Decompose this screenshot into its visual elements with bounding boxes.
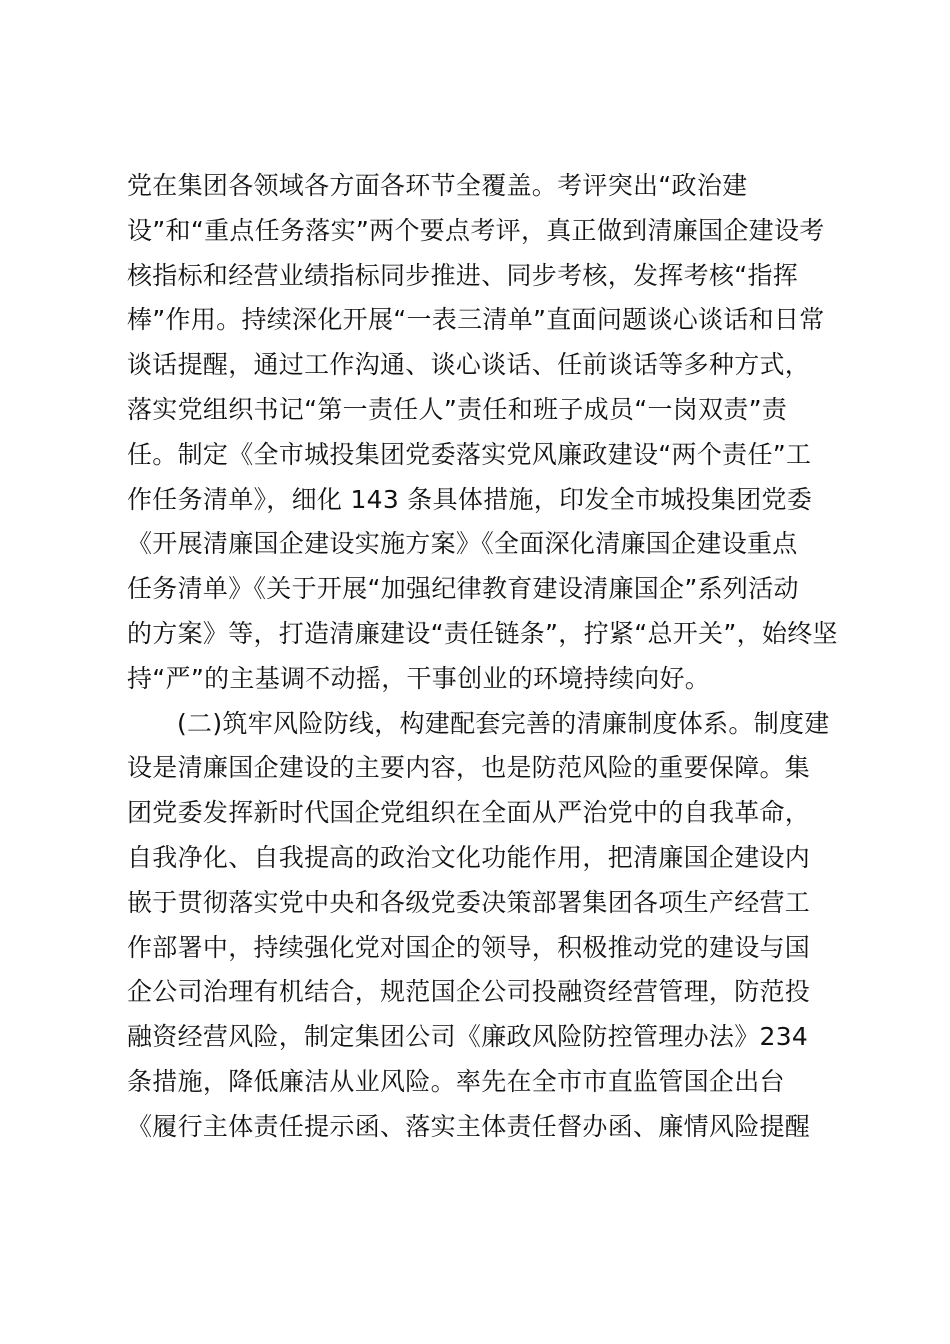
text-line: 党在集团各领域各方面各环节全覆盖。考评突出“政治建	[127, 171, 748, 200]
text-line: 作部署中，持续强化党对国企的领导，积极推动党的建设与国	[127, 932, 811, 962]
text-line: 融资经营风险，制定集团公司《廉政风险防控管理办法》234	[127, 1022, 809, 1052]
text-line: 嵌于贯彻落实党中央和各级党委决策部署集团各项生产经营工	[127, 887, 811, 917]
text-line: 持“严”的主基调不动摇，干事创业的环境持续向好。	[127, 663, 711, 693]
text-line: 设”和“重点任务落实”两个要点考评，真正做到清廉国企建设考	[127, 215, 825, 245]
text-line: 的方案》等，打造清廉建设“责任链条”，拧紧“总开关”，始终坚	[127, 618, 838, 648]
text-line: 自我净化、自我提高的政治文化功能作用，把清廉国企建设内	[127, 842, 811, 872]
text-line: 《履行主体责任提示函、落实主体责任督办函、廉情风险提醒	[127, 1111, 811, 1141]
text-line: 谈话提醒，通过工作沟通、谈心谈话、任前谈话等多种方式，	[127, 350, 811, 380]
body-text	[127, 164, 838, 1150]
text-line: 作任务清单》，细化 143 条具体措施，印发全市城投集团党委	[127, 484, 813, 514]
section-heading-line: (二)筑牢风险防线，构建配套完善的清廉制度体系。制度建	[177, 708, 830, 738]
text-line: 企公司治理有机结合，规范国企公司投融资经营管理，防范投	[127, 977, 811, 1007]
text-line: 团党委发挥新时代国企党组织在全面从严治党中的自我革命，	[127, 798, 811, 828]
text-line: 设是清廉国企建设的主要内容，也是防范风险的重要保障。集	[127, 753, 811, 783]
text-line: 棒”作用。持续深化开展“一表三清单”直面问题谈心谈话和日常	[127, 305, 825, 335]
text-line: 任务清单》《关于开展“加强纪律教育建设清廉国企”系列活动	[127, 574, 799, 604]
text-line: 条措施，降低廉洁从业风险。率先在全市市直监管国企出台	[127, 1066, 785, 1096]
text-line: 核指标和经营业绩指标同步推进、同步考核，发挥考核“指挥	[127, 260, 799, 290]
text-line: 落实党组织书记“第一责任人”责任和班子成员“一岗双责”责	[127, 394, 788, 424]
text-line: 任。制定《全市城投集团党委落实党风廉政建设“两个责任”工	[127, 439, 812, 469]
text-line: 《开展清廉国企建设实施方案》《全面深化清廉国企建设重点	[127, 529, 798, 559]
